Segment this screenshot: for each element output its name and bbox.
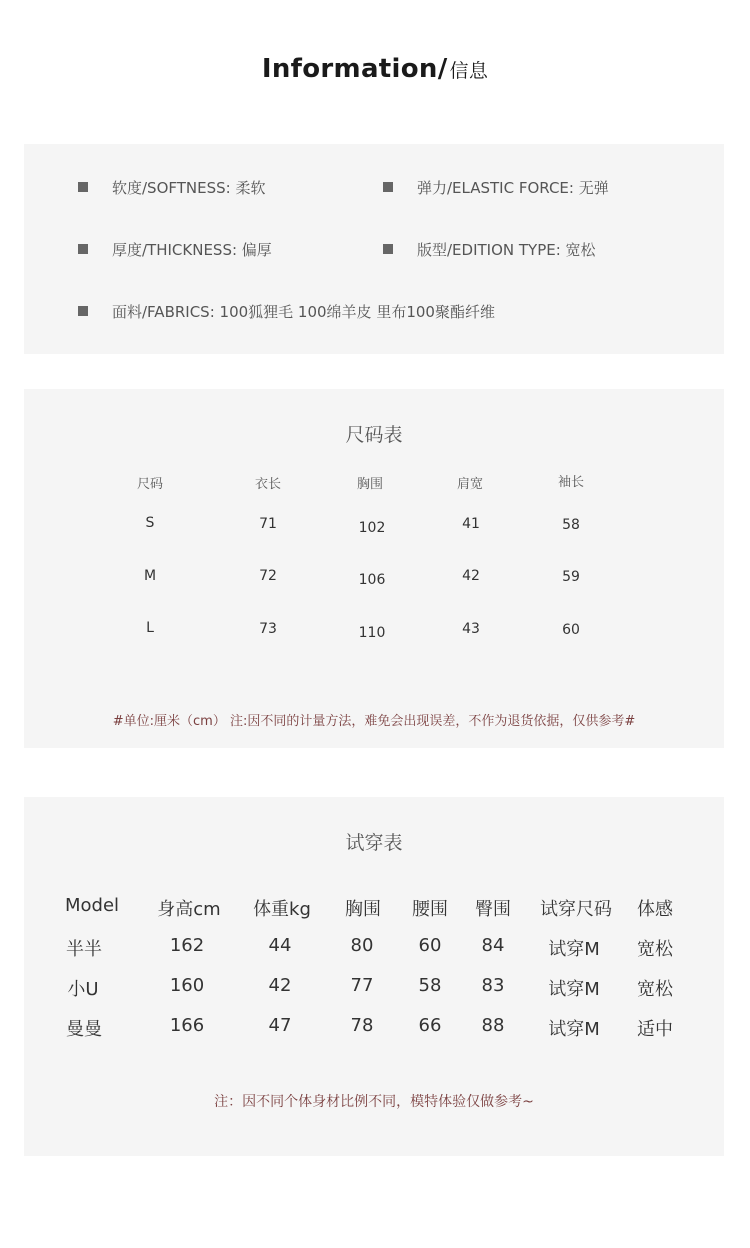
title-en: Information/	[261, 54, 448, 84]
fitting-cell: 78	[350, 1015, 374, 1036]
fitting-cell: 60	[418, 935, 442, 956]
fitting-note: 注：因不同个体身材比例不同，模特体验仅做参考~	[214, 1094, 534, 1110]
fitting-cell: 试穿M	[548, 1019, 600, 1040]
fitting-cell: 83	[481, 975, 505, 996]
fitting-cell: 试穿M	[548, 939, 600, 960]
fitting-cell: 试穿M	[548, 979, 600, 1000]
fitting-cell: 166	[169, 1015, 205, 1036]
fitting-title: 试穿表	[345, 832, 403, 854]
size-cell: 106	[358, 572, 386, 588]
size-chart-title: 尺码表	[345, 424, 403, 446]
fitting-cell: 84	[481, 935, 505, 956]
title-cn: 信息	[449, 60, 489, 82]
fitting-header-cell: 胸围	[345, 899, 381, 920]
size-cell: M	[143, 568, 157, 584]
fitting-cell: 66	[418, 1015, 442, 1036]
fitting-cell: 半半	[66, 939, 102, 960]
size-cell: 58	[562, 517, 580, 533]
fitting-header-cell: 身高cm	[157, 899, 221, 920]
info-panel	[24, 144, 724, 354]
fitting-header-cell: 臀围	[475, 899, 511, 920]
size-cell: 59	[562, 569, 580, 585]
fitting-cell: 曼曼	[66, 1019, 102, 1040]
size-cell: 41	[462, 516, 480, 532]
size-header-cell: 尺码	[136, 477, 163, 492]
square-bullet-icon	[78, 182, 88, 192]
info-edition: 版型/EDITION TYPE: 宽松	[383, 239, 596, 260]
fitting-cell: 42	[268, 975, 292, 996]
fitting-cell: 80	[350, 935, 374, 956]
fitting-header-cell: 腰围	[412, 899, 448, 920]
square-bullet-icon	[78, 244, 88, 254]
info-softness: 软度/SOFTNESS: 柔软	[78, 177, 265, 198]
fitting-header-cell: 体重kg	[253, 899, 311, 920]
size-cell: L	[146, 620, 154, 636]
fitting-cell: 47	[268, 1015, 292, 1036]
fitting-cell: 小U	[67, 979, 99, 1000]
size-cell: 60	[562, 622, 580, 638]
size-cell: S	[145, 515, 155, 531]
fitting-panel	[24, 797, 724, 1156]
fitting-cell: 适中	[637, 1019, 673, 1040]
fitting-cell: 162	[169, 935, 205, 956]
size-header-cell: 胸围	[356, 477, 383, 492]
fitting-cell: 88	[481, 1015, 505, 1036]
info-fabrics: 面料/FABRICS: 100狐狸毛 100绵羊皮 里布100聚酯纤维	[78, 301, 495, 322]
size-cell: 102	[358, 520, 386, 536]
fitting-header-cell: Model	[64, 895, 120, 916]
fitting-cell: 宽松	[637, 939, 673, 960]
size-header-cell: 衣长	[254, 477, 281, 492]
size-cell: 73	[259, 621, 277, 637]
size-header-cell: 袖长	[557, 475, 584, 490]
fitting-cell: 58	[418, 975, 442, 996]
size-cell: 72	[259, 568, 277, 584]
fitting-header-cell: 试穿尺码	[540, 899, 612, 920]
size-cell: 43	[462, 621, 480, 637]
fitting-cell: 160	[169, 975, 205, 996]
fitting-cell: 宽松	[637, 979, 673, 1000]
size-cell: 42	[462, 568, 480, 584]
size-cell: 110	[358, 625, 386, 641]
square-bullet-icon	[383, 182, 393, 192]
square-bullet-icon	[78, 306, 88, 316]
size-header-cell: 肩宽	[456, 477, 483, 492]
fitting-header-cell: 体感	[637, 899, 673, 920]
page-title	[0, 54, 750, 84]
info-thickness: 厚度/THICKNESS: 偏厚	[78, 239, 272, 260]
size-chart-note: #单位:厘米（cm） 注:因不同的计量方法，难免会出现误差，不作为退货依据，仅供参考#	[112, 714, 636, 729]
size-chart-panel	[24, 389, 724, 748]
size-cell: 71	[259, 516, 277, 532]
info-elastic: 弹力/ELASTIC FORCE: 无弹	[383, 177, 609, 198]
fitting-cell: 44	[268, 935, 292, 956]
square-bullet-icon	[383, 244, 393, 254]
fitting-cell: 77	[350, 975, 374, 996]
